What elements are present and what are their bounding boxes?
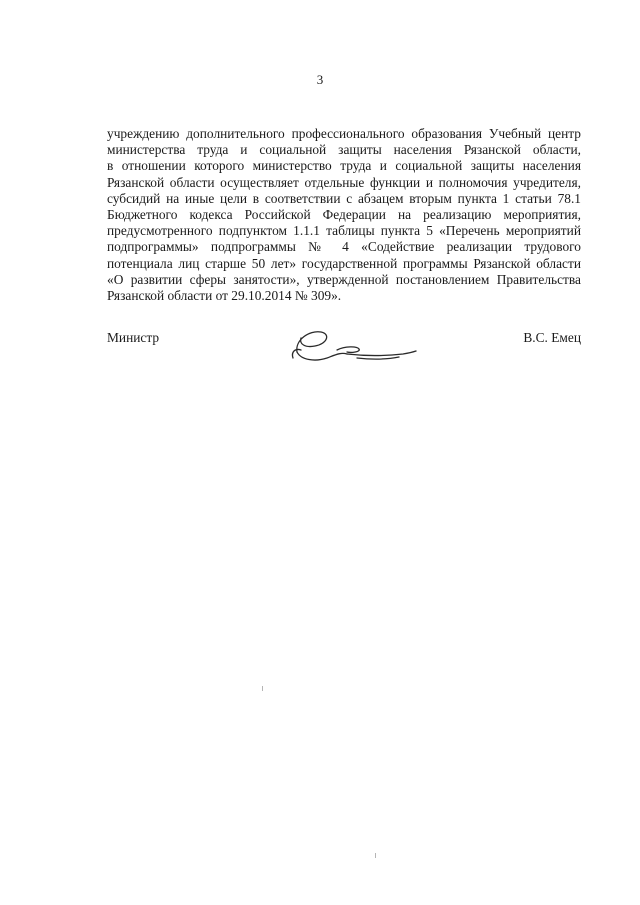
text-line: в отношении которого министерство труда и социальной защиты населения	[107, 158, 581, 174]
text-line: учреждению дополнительного профессионального образования Учебный центр	[107, 126, 581, 141]
text-line: предусмотренного подпунктом 1.1.1 таблицы пункта 5 «Перечень мероприятий	[107, 223, 581, 239]
text-line: Рязанской области осуществляет отдельные функции и полномочия учредителя,	[107, 174, 581, 190]
text-line: Бюджетного кодекса Российской Федерации на реализацию мероприятия,	[107, 207, 581, 223]
text-line: министерства труда и социальной защиты населения Рязанской области,	[107, 142, 581, 158]
text-line: субсидий на иные цели в соответствии с абзацем вторым пункта 1 статьи 78.1	[107, 190, 581, 206]
signature-block	[107, 322, 581, 372]
text-line: потенциала лиц старше 50 лет» государственной программы Рязанской области	[107, 255, 581, 271]
text-line: Рязанской области от 29.10.2014 № 309».	[107, 288, 342, 304]
text-line: «О развитии сферы занятости», утвержденной постановлением Правительства	[107, 271, 581, 287]
text-line: подпрограммы» подпрограммы № 4 «Содействие реализации трудового	[107, 239, 581, 255]
handwritten-signature	[285, 322, 425, 370]
scan-speck	[375, 853, 376, 858]
signer-position: Министр	[107, 330, 160, 345]
page-number: 3	[316, 72, 324, 87]
body-paragraph	[107, 126, 581, 304]
scan-speck	[262, 686, 263, 691]
signer-name: В.С. Емец	[523, 330, 581, 345]
